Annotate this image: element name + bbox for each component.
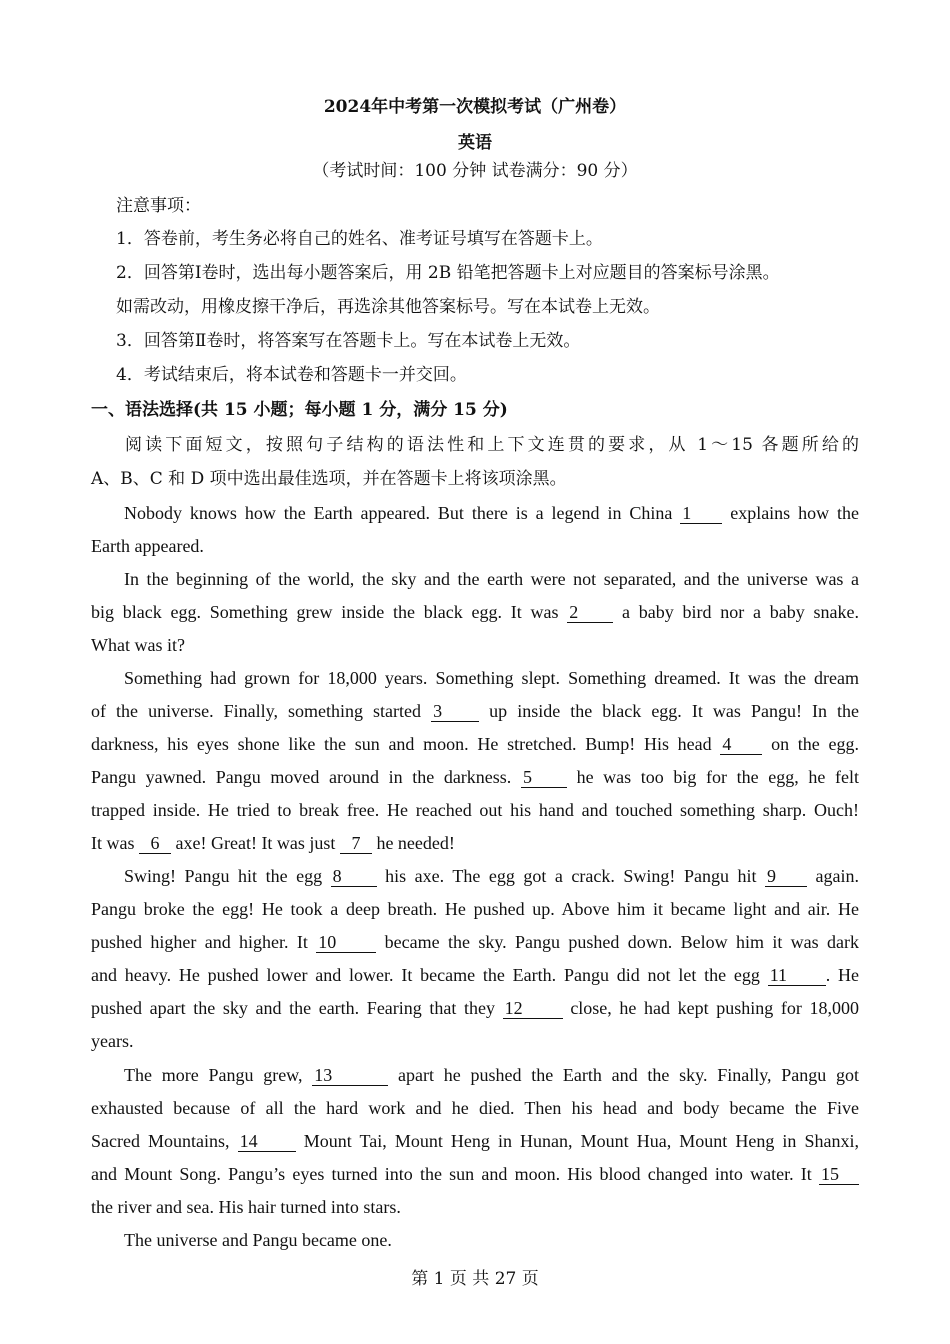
passage-line: Pangu yawned. Pangu moved around in the darkness. 5 he was too big for the egg, he felt — [91, 767, 859, 787]
passage-line: Swing! Pangu hit the egg 8 his axe. The egg got a crack. Swing! Pangu hit 9 again. — [124, 866, 860, 886]
note-item-2: 2．回答第Ⅰ卷时，选出每小题答案后，用 2B 铅笔把答题卡上对应题目的答案标号涂黑。 — [116, 263, 780, 283]
section-instruction-1: 阅读下面短文，按照句子结构的语法性和上下文连贯的要求，从 1～15 各题所给的 — [125, 435, 859, 455]
note-item-4: 4．考试结束后，将本试卷和答题卡一并交回。 — [116, 365, 467, 385]
passage-line: It was 6 axe! Great! It was just 7 he needed! — [91, 833, 455, 853]
exam-subject: 英语 — [458, 133, 492, 153]
page-number: 第 1 页 共 27 页 — [411, 1269, 539, 1289]
passage-line: and Mount Song. Pangu’s eyes turned into the sun and moon. His blood changed into water. It 15 — [91, 1158, 859, 1191]
blank-6: 6 — [139, 833, 171, 854]
note-item-3: 3．回答第Ⅱ卷时，将答案写在答题卡上。写在本试卷上无效。 — [116, 331, 581, 351]
blank-8: 8 — [331, 866, 377, 887]
passage-line: What was it? — [91, 635, 185, 655]
passage-line: years. — [91, 1031, 134, 1051]
blank-3: 3 — [431, 701, 479, 722]
passage-line: the river and sea. His hair turned into stars. — [91, 1197, 401, 1217]
passage-line: darkness, his eyes shone like the sun and moon. He stretched. Bump! His head 4 on the egg. — [91, 734, 859, 754]
blank-2: 2 — [567, 602, 613, 623]
section-heading: 一、语法选择(共 15 小题；每小题 1 分，满分 15 分) — [91, 400, 508, 420]
passage-line: Pangu broke the egg! He took a deep breath. He pushed up. Above him it became light and air. He — [91, 899, 859, 919]
blank-14: 14 — [238, 1131, 296, 1152]
passage-line: The more Pangu grew, 13 apart he pushed the Earth and the sky. Finally, Pangu got — [124, 1065, 860, 1085]
passage-line: trapped inside. He tried to break free. He reached out his hand and touched something sharp. Ouch! — [91, 800, 859, 820]
passage-line: of the universe. Finally, something started 3 up inside the black egg. It was Pangu! In the — [91, 701, 860, 721]
passage-line: pushed apart the sky and the earth. Fearing that they 12 close, he had kept pushing for 18,000 — [91, 998, 860, 1018]
passage-line: Nobody knows how the Earth appeared. But there is a legend in China 1 explains how the — [124, 503, 860, 523]
passage-line: Earth appeared. — [91, 536, 204, 556]
passage-line: Something had grown for 18,000 years. Something slept. Something dreamed. It was the dream — [124, 668, 859, 688]
blank-7: 7 — [340, 833, 372, 854]
passage-line: Sacred Mountains, 14 Mount Tai, Mount Heng in Hunan, Mount Hua, Mount Heng in Shanxi, — [91, 1131, 860, 1151]
passage-line: exhausted because of all the hard work and he died. Then his head and body became the Five — [91, 1098, 859, 1118]
note-item-1: 1．答卷前，考生务必将自己的姓名、准考证号填写在答题卡上。 — [116, 229, 603, 249]
section-instruction-2: A、B、C 和 D 项中选出最佳选项，并在答题卡上将该项涂黑。 — [91, 469, 567, 489]
blank-13: 13 — [312, 1065, 388, 1086]
blank-11: 11 — [768, 965, 826, 986]
notes-heading: 注意事项： — [116, 196, 201, 216]
blank-4: 4 — [720, 734, 762, 755]
passage-line: big black egg. Something grew inside the black egg. It was 2 a baby bird nor a baby snake. — [91, 602, 860, 622]
passage-line: and heavy. He pushed lower and lower. It became the Earth. Pangu did not let the egg 11 . He — [91, 965, 860, 985]
passage-line: The universe and Pangu became one. — [124, 1230, 392, 1250]
blank-12: 12 — [503, 998, 563, 1019]
exam-info: （考试时间：100 分钟 试卷满分：90 分） — [312, 161, 638, 181]
blank-10: 10 — [316, 932, 376, 953]
blank-5: 5 — [521, 767, 567, 788]
blank-9: 9 — [765, 866, 807, 887]
blank-1: 1 — [680, 503, 722, 524]
blank-15: 15 — [819, 1164, 859, 1185]
passage-line: pushed higher and higher. It 10 became the sky. Pangu pushed down. Below him it was dark — [91, 932, 860, 952]
passage-line: In the beginning of the world, the sky and the earth were not separated, and the universe was a — [124, 569, 859, 589]
exam-title: 2024年中考第一次模拟考试（广州卷） — [323, 97, 627, 117]
note-item-2-cont: 如需改动，用橡皮擦干净后，再选涂其他答案标号。写在本试卷上无效。 — [116, 297, 660, 317]
